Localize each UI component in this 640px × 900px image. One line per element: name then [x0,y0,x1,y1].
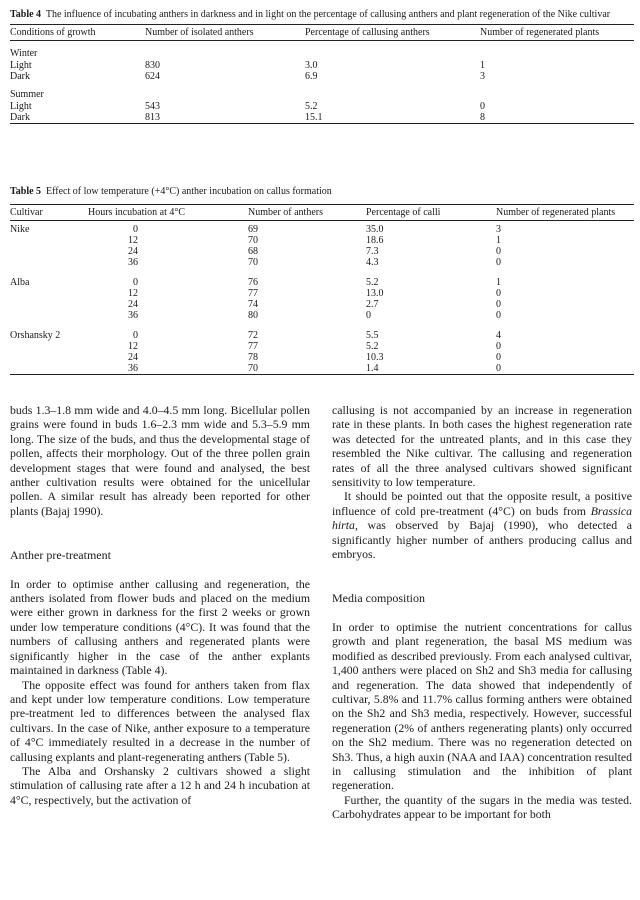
table-cell: 543 [145,101,160,112]
table-cell: 70 [248,257,258,268]
table-cell: 36 [128,257,138,268]
table-cell: 70 [248,235,258,246]
table-5-header-cell: Cultivar [10,207,43,218]
table-row [10,288,634,299]
table-cell-empty [10,341,88,352]
table-cell: 69 [248,224,258,235]
table-cell: 0 [496,246,501,257]
table-4-header-cell: Percentage of callusing anthers [305,27,430,38]
table-4-label: Table 4 [10,9,42,20]
table-4-group-label: Summer [10,88,44,100]
table-cell: Light [10,60,32,71]
table-cell: 5.2 [366,277,379,288]
table-4-group-row [10,82,634,101]
table-cell-empty [10,288,88,299]
table-4-header-cell: Conditions of growth [10,27,96,38]
table-cell: 12 [128,341,138,352]
table-cell: 70 [248,363,258,374]
table-5-block [10,186,634,375]
table-cell-empty [10,352,88,363]
table-cell: 6.9 [305,71,318,82]
body-paragraph: In order to optimise the nutrient concentrations for callus growth and plant regeneration, the basal MS medium was modified as described previously. From each analysed cultivar, 1,400 anthers were placed on Sh2 and Sh3 media for callusing and regeneration. The data showed that independently of cultivar, 5.8% and 11.7% callus forming anthers were obtained on the Sh2 and Sh3 media, respectively. However, successful regeneration (2% of anthers regenerating plants) only occurred on the Sh2 medium. There was no regeneration detected on Sh3. Thus, a high auxin (NAA and IAA) concentration resulted in callusing stimulation and the inhibition of plant regeneration. [332,619,632,793]
table-cell: 0 [133,330,138,341]
table-5-header-row [10,205,634,221]
table-4-header-cell: Number of regenerated plants [480,27,600,38]
table-5-header-cell: Hours incubation at 4°C [88,207,186,218]
table-cell: 36 [128,310,138,321]
table-row [10,221,634,236]
table-cell: 80 [248,310,258,321]
body-text: It should be pointed out that the opposite result, a positive influence of cold pre-treatment (4°C) on buds from [332,489,632,518]
body-paragraph: buds 1.3–1.8 mm wide and 4.0–4.5 mm long. Bicellular pollen grains were found in buds 1.6–2.3 mm wide and 5.3–5.9 mm long. The size of the buds, and thus the developmental stage of pollen, affects their morphology. Out of the three pollen grain development stages that were found and analysed, the best anther cultivation results were obtained for the unicellular pollen. A similar result has already been reported for other plants (Bajaj 1990). [10,403,310,518]
table-row [10,341,634,352]
table-cell: 8 [480,112,485,123]
table-cell: 68 [248,246,258,257]
table-row [10,363,634,375]
table-5 [10,204,634,375]
table-row [10,71,634,82]
section-heading-media-composition: Media composition [332,591,425,606]
table-cell-empty [10,363,88,375]
table-cell: 76 [248,277,258,288]
table-cell: 15.1 [305,112,323,123]
body-paragraph: The opposite effect was found for anthers taken from flax and kept under low temperature conditions. Low temperature pre-treatment led to differences between the analysed flax cultivars. In the case of Nike, anther exposure to a temperature of 4°C immediately resulted in a decrease in the number of callusing explants and plant-regenerating anthers (Table 5). [10,677,310,764]
table-cell: 78 [248,352,258,363]
table-cell: 12 [128,235,138,246]
table-cell: 3.0 [305,60,318,71]
table-5-header-cell: Number of regenerated plants [496,207,616,218]
table-cell: 0 [496,257,501,268]
table-5-caption [10,186,634,198]
table-cell: 0 [133,277,138,288]
table-row [10,60,634,71]
table-row [10,299,634,310]
body-text: , was observed by Bajaj (1990), who detected a significantly higher number of anthers producing callus and embryos. [332,518,632,562]
body-paragraph: In order to optimise anther callusing and regeneration, the anthers isolated from flower buds and placed on the medium were either grown in darkness for the first 2 weeks or grown under low temperature conditions (4°C). It was found that the numbers of callusing anthers and regenerated plants were significantly higher in the case of the anther explants maintained in darkness (Table 4). [10,576,310,678]
table-cell: Dark [10,71,30,82]
table-cell: 5.2 [366,341,379,352]
table-cell: 0 [480,101,485,112]
table-cell: 4.3 [366,257,379,268]
table-5-header-cell: Percentage of calli [366,207,441,218]
table-cell: 0 [496,310,501,321]
table-row [10,321,634,341]
table-cell: 12 [128,288,138,299]
table-cell: 3 [480,71,485,82]
table-5-cultivar-label: Nike [10,224,30,235]
table-cell: Dark [10,112,30,123]
table-cell: 0 [496,288,501,299]
table-cell: 5.5 [366,330,379,341]
table-row [10,101,634,112]
table-cell-empty [10,299,88,310]
table-cell: 24 [128,246,138,257]
table-cell-empty [10,257,88,268]
table-cell: 0 [496,341,501,352]
table-5-cultivar-label: Orshansky 2 [10,330,61,341]
table-cell: 3 [496,224,501,235]
table-row [10,246,634,257]
table-cell: 624 [145,71,160,82]
table-cell: 813 [145,112,160,123]
table-cell: 2.7 [366,299,379,310]
table-cell: 1 [480,60,485,71]
table-cell: 4 [496,330,501,341]
section-heading-anther-pretreatment: Anther pre-treatment [10,548,111,563]
table-cell: 35.0 [366,224,384,235]
right-column [332,403,632,822]
table-cell-empty [10,246,88,257]
table-cell: 10.3 [366,352,384,363]
table-4-caption-text: The influence of incubating anthers in darkness and in light on the percentage of callusing anthers and plant regeneration of the Nike cultivar [45,9,611,20]
table-4-group-row [10,41,634,61]
body-paragraph [332,489,632,561]
table-5-caption-text: Effect of low temperature (+4°C) anther incubation on callus formation [46,186,332,197]
table-row [10,268,634,288]
table-cell: 1.4 [366,363,379,374]
table-cell: 5.2 [305,101,318,112]
table-4-group-label: Winter [10,47,38,59]
table-cell: 7.3 [366,246,379,257]
table-cell: 830 [145,60,160,71]
table-cell: 77 [248,288,258,299]
table-cell: 74 [248,299,258,310]
table-cell: 13.0 [366,288,384,299]
table-cell: 36 [128,363,138,374]
table-cell: 77 [248,341,258,352]
table-cell-empty [10,235,88,246]
left-column [10,403,310,807]
table-cell: 18.6 [366,235,384,246]
body-paragraph: The Alba and Orshansky 2 cultivars showed a slight stimulation of callusing rate after a 12 h and 24 h incubation at 4°C, respectively, but the activation of [10,763,310,807]
table-4-caption [10,9,634,21]
table-4-header-cell: Number of isolated anthers [145,27,254,38]
table-cell: 24 [128,299,138,310]
table-5-label: Table 5 [10,186,42,197]
species-name: Brassica hirta [332,503,632,533]
table-cell: 24 [128,352,138,363]
table-cell-empty [10,310,88,321]
table-cell: 72 [248,330,258,341]
table-cell: 0 [496,363,501,374]
table-cell: Light [10,101,32,112]
body-paragraph: Further, the quantity of the sugars in the media was tested. Carbohydrates appear to be important for both [332,792,632,822]
table-5-header-cell: Number of anthers [248,207,323,218]
table-cell: 1 [496,235,501,246]
table-5-cultivar-label: Alba [10,277,30,288]
table-row [10,257,634,268]
table-cell: 0 [133,224,138,235]
body-paragraph: callusing is not accompanied by an increase in regeneration rate in these plants. In both cases the highest regeneration rate was detected for the untreated plants, and in this case they resembled the Nike cultivar. The callusing and regeneration rates of all the three analysed cultivars showed significant sensitivity to low temperature. [332,403,632,490]
table-cell: 1 [496,277,501,288]
table-row [10,310,634,321]
table-cell: 0 [496,352,501,363]
table-4-block [10,9,634,124]
table-4 [10,24,634,124]
table-cell: 0 [366,310,371,321]
table-row [10,352,634,363]
table-4-header-row [10,25,634,41]
table-row [10,235,634,246]
table-row [10,112,634,124]
table-cell: 0 [496,299,501,310]
